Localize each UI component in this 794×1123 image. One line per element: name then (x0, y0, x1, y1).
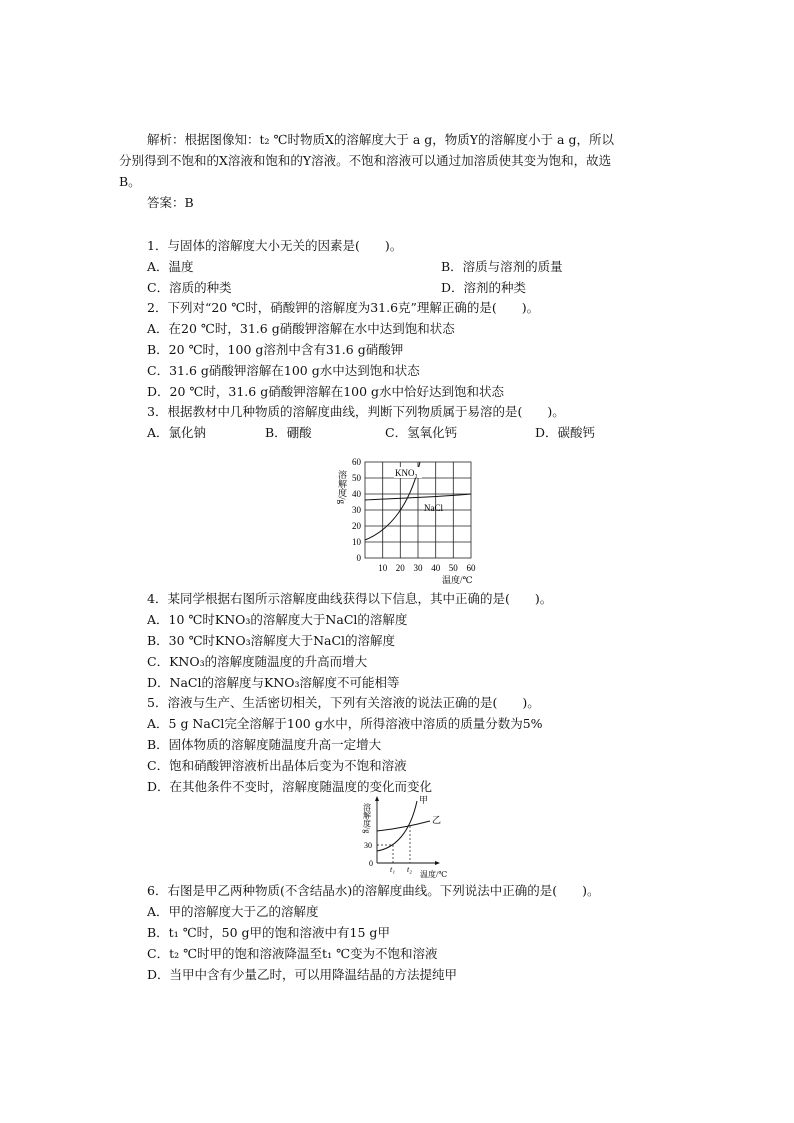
chart1-ytick: 60 (352, 457, 361, 467)
chart1-ytick: 50 (352, 473, 361, 483)
chart1-xtick: 20 (395, 563, 405, 573)
chart1-ytick: 20 (352, 521, 361, 531)
q5-option-a: A．5 g NaCl完全溶解于100 g水中，所得溶液中溶质的质量分数为5% (147, 716, 543, 731)
q6-option-d: D．当甲中含有少量乙时，可以用降温结晶的方法提纯甲 (147, 967, 458, 982)
q4-stem: 4．某同学根据右图所示溶解度曲线获得以下信息，其中正确的是( )。 (147, 591, 553, 606)
q6-option-b: B．t₁ ℃时，50 g甲的饱和溶液中有15 g甲 (147, 925, 390, 940)
chart1-x-ticks (378, 563, 476, 573)
q2-option-c: C．31.6 g硝酸钾溶解在100 g水中达到饱和状态 (147, 363, 420, 378)
chart1-y-label: 溶解度/g (337, 470, 347, 505)
q3-option-c: C．氢氧化钙 (385, 425, 458, 440)
q6-option-a: A．甲的溶解度大于乙的溶解度 (147, 904, 319, 919)
chart1-ytick: 30 (352, 505, 361, 515)
chart2-series1-label: 甲 (419, 795, 429, 805)
chart2-y30-tick: 30 (364, 841, 372, 850)
chart1-series2-label: NaCl (424, 503, 443, 513)
q4-option-d: D．NaCl的溶解度与KNO₃溶解度不可能相等 (147, 675, 400, 690)
q5-option-c: C．饱和硝酸钾溶液析出晶体后变为不饱和溶液 (147, 758, 407, 773)
chart2-origin: 0 (369, 859, 373, 868)
q3-option-a: A．氯化钠 (147, 425, 207, 440)
analysis-line-1: 解析：根据图像知：t₂ ℃时物质X的溶解度大于 a g，物质Y的溶解度小于 a g，所以 (147, 132, 614, 147)
chart1-x-label: 温度/℃ (442, 575, 473, 585)
q6-option-c: C．t₂ ℃时甲的饱和溶液降温至t₁ ℃变为不饱和溶液 (147, 946, 438, 961)
q1-option-b: B．溶质与溶剂的质量 (441, 259, 563, 274)
q2-stem: 2．下列对“20 ℃时，硝酸钾的溶解度为31.6克”理解正确的是( )。 (147, 300, 540, 315)
chart1-xtick: 30 (413, 563, 423, 573)
q2-option-a: A．在20 ℃时，31.6 g硝酸钾溶解在水中达到饱和状态 (147, 321, 455, 336)
answer-line: 答案：B (147, 195, 194, 210)
chart1-y-ticks (352, 457, 362, 563)
q4-option-a: A．10 ℃时KNO₃的溶解度大于NaCl的溶解度 (147, 612, 408, 627)
chart1-series1-label: KNO₃ (395, 468, 418, 478)
q3-option-d: D．碳酸钙 (535, 425, 596, 440)
chart2-t1-tick: t₁ (390, 865, 396, 874)
chart1-ytick: 40 (352, 489, 361, 499)
chart1-ytick: 0 (356, 553, 361, 563)
q2-option-b: B．20 ℃时，100 g溶剂中含有31.6 g硝酸钾 (147, 342, 404, 357)
q1-stem: 1．与固体的溶解度大小无关的因素是( )。 (147, 238, 403, 253)
chart1-xtick: 10 (378, 563, 388, 573)
chart1-xtick: 60 (466, 563, 476, 573)
chart2-x-arrow-icon (435, 861, 440, 865)
q5-stem: 5．溶液与生产、生活密切相关，下列有关溶液的说法正确的是( )。 (147, 695, 540, 710)
solubility-chart-knO3-nacl (330, 450, 480, 590)
q3-stem: 3．根据教材中几种物质的溶解度曲线，判断下列物质属于易溶的是( )。 (147, 404, 565, 419)
analysis-line-3: B。 (119, 174, 141, 189)
chart1-ytick: 10 (352, 537, 361, 547)
analysis-line-2: 分别得到不饱和的X溶液和饱和的Y溶液。不饱和溶液可以通过加溶质使其变为饱和，故选 (119, 153, 612, 168)
yi-curve (377, 821, 430, 831)
q4-option-c: C．KNO₃的溶解度随温度的升高而增大 (147, 654, 368, 669)
q1-option-a: A．温度 (147, 259, 194, 274)
q5-option-b: B．固体物质的溶解度随温度升高一定增大 (147, 737, 382, 752)
q5-option-d: D．在其他条件不变时，溶解度随温度的变化而变化 (147, 779, 433, 794)
chart2-x-label: 温度/℃ (420, 870, 448, 878)
solubility-chart-jia-yi (355, 793, 455, 878)
chart2-y-label: 溶解度/g (362, 803, 372, 834)
q6-stem: 6．右图是甲乙两种物质(不含结晶水)的溶解度曲线。下列说法中正确的是( )。 (147, 883, 600, 898)
q2-option-d: D．20 ℃时，31.6 g硝酸钾溶解在100 g水中恰好达到饱和状态 (147, 384, 505, 399)
chart1-xtick: 40 (431, 563, 441, 573)
chart2-series2-label: 乙 (432, 815, 442, 825)
chart2-y-arrow-icon (375, 796, 379, 801)
q3-option-b: B．硼酸 (265, 425, 312, 440)
chart2-t2-tick: t₂ (407, 865, 413, 874)
q4-option-b: B．30 ℃时KNO₃溶解度大于NaCl的溶解度 (147, 633, 396, 648)
q1-option-c: C．溶质的种类 (147, 280, 232, 295)
chart1-xtick: 50 (448, 563, 458, 573)
q1-option-d: D．溶剂的种类 (441, 280, 527, 295)
